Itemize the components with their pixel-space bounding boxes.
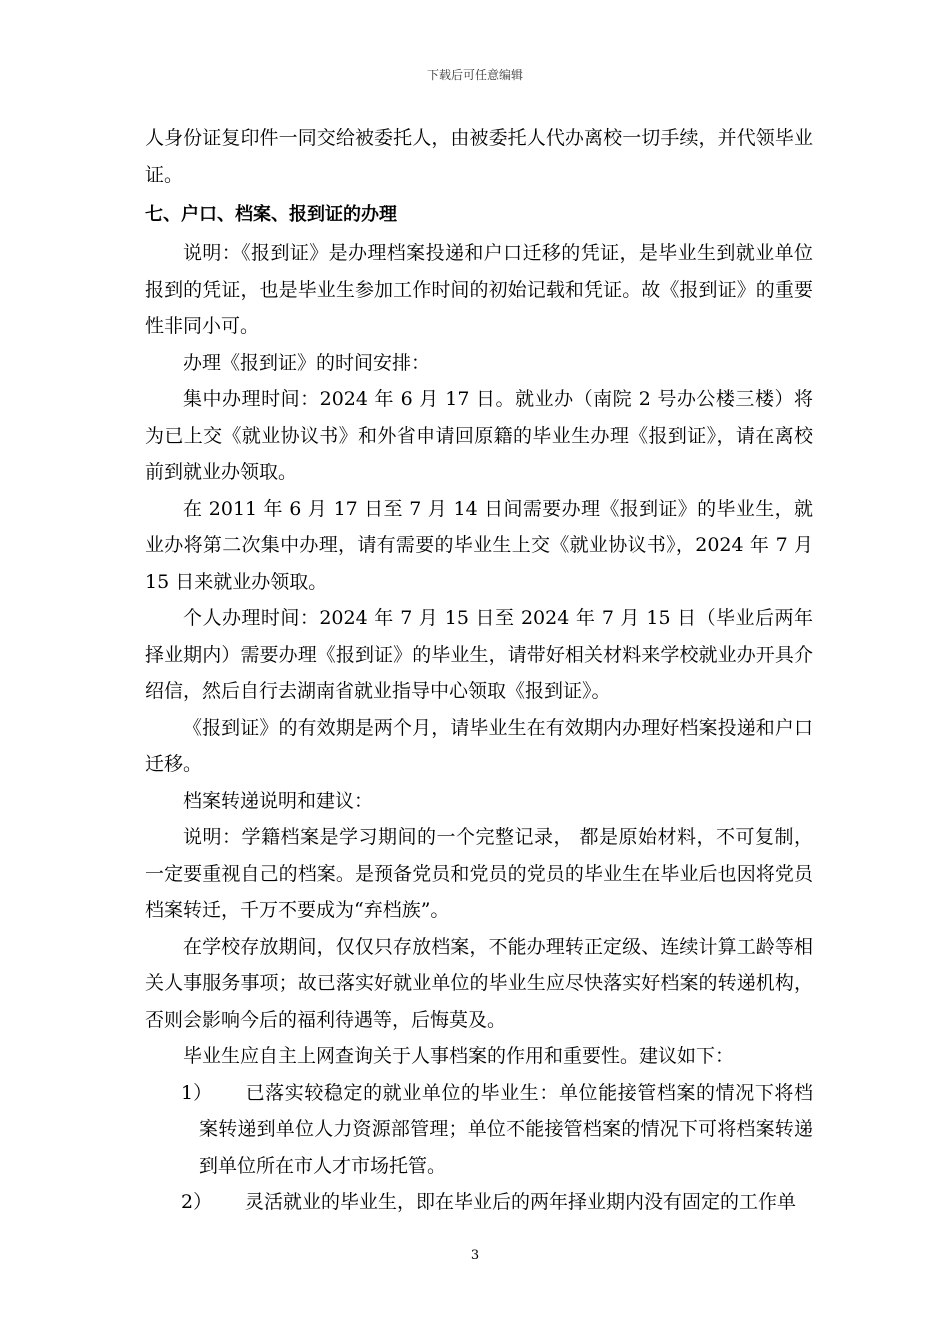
paragraph: 说明：学籍档案是学习期间的一个完整记录， 都是原始材料，不可复制，一定要重视自己的档案。是预备党员和党员的党员的毕业生在毕业后也因将党员档案转迁，千万不要成为“弃档族”。 bbox=[145, 826, 813, 921]
list-item bbox=[145, 1184, 813, 1221]
page-number: 3 bbox=[470, 1248, 480, 1263]
document-body bbox=[145, 120, 813, 1221]
paragraph: 办理《报到证》的时间安排： bbox=[183, 351, 431, 374]
page-header: 下载后可任意编辑 bbox=[426, 68, 523, 82]
list-item bbox=[145, 1075, 813, 1185]
paragraph: 个人办理时间：2024 年 7 月 15 日至 2024 年 7 月 15 日（毕业后两年择业期内）需要办理《报到证》的毕业生，请带好相关材料来学校就业办开具介绍信，然后自行去湖南省就业指导中心领取《报到证》。 bbox=[145, 607, 813, 702]
paragraph: 说明：《报到证》是办理档案投递和户口迁移的凭证，是毕业生到就业单位报到的凭证，也是毕业生参加工作时间的初始记载和凭证。故《报到证》的重要性非同小可。 bbox=[145, 242, 813, 337]
list-item-number: 1） bbox=[181, 1081, 213, 1104]
list-item-body: 灵活就业的毕业生，即在毕业后的两年择业期内没有固定的工作单 bbox=[245, 1191, 797, 1213]
paragraph: 集中办理时间：2024 年 6 月 17 日。就业办（南院 2 号办公楼三楼）将为已上交《就业协议书》和外省申请回原籍的毕业生办理《报到证》，请在离校前到就业办领取。 bbox=[145, 388, 813, 483]
section-heading: 七、户口、档案、报到证的办理 bbox=[145, 204, 397, 225]
list-item-text bbox=[181, 1075, 813, 1185]
list-item-body: 已落实较稳定的就业单位的毕业生：单位能接管档案的情况下将档案转递到单位人力资源部管理；单位不能接管档案的情况下可将档案转递到单位所在市人才市场托管。 bbox=[199, 1081, 813, 1177]
paragraph: 档案转递说明和建议： bbox=[183, 789, 374, 812]
paragraph: 在 2011 年 6 月 17 日至 7 月 14 日间需要办理《报到证》的毕业生，就业办将第二次集中办理，请有需要的毕业生上交《就业协议书》，2024 年 7 月 15 日来就业办领取。 bbox=[145, 497, 813, 593]
paragraph: 《报到证》的有效期是两个月，请毕业生在有效期内办理好档案投递和户口迁移。 bbox=[145, 716, 813, 775]
list-item-text bbox=[181, 1184, 813, 1221]
list-item-number: 2） bbox=[181, 1191, 213, 1213]
paragraph: 在学校存放期间，仅仅只存放档案，不能办理转正定级、连续计算工龄等相关人事服务事项；故已落实好就业单位的毕业生应尽快落实好档案的转递机构，否则会影响今后的福利待遇等，后悔莫及。 bbox=[145, 935, 813, 1031]
paragraph: 毕业生应自主上网查询关于人事档案的作用和重要性。建议如下： bbox=[183, 1045, 735, 1067]
paragraph: 人身份证复印件一同交给被委托人，由被委托人代办离校一切手续，并代领毕业证。 bbox=[145, 127, 813, 186]
